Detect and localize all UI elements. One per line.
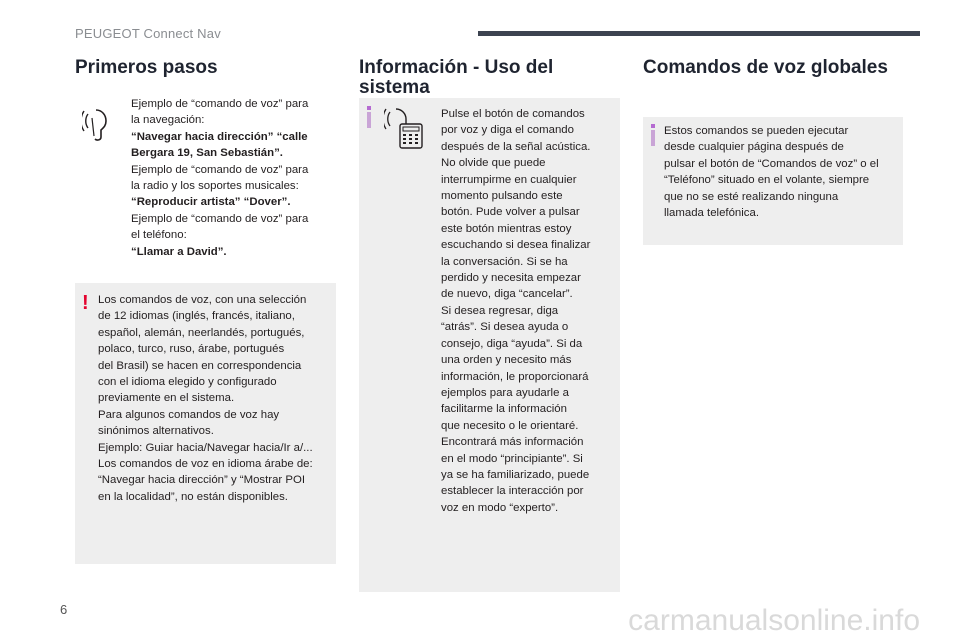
text-line: Ejemplo: Guiar hacia/Navegar hacia/Ir a/...	[98, 441, 313, 454]
info-system-text	[441, 106, 590, 516]
text-line: Ejemplo de “comando de voz” para	[131, 98, 309, 110]
text-line: este botón mientras estoy	[441, 222, 572, 235]
text-line: en el modo “principiante”. Si	[441, 452, 583, 465]
page-number: 6	[60, 602, 68, 617]
text-line: en la localidad”, no están disponibles.	[98, 490, 288, 503]
text-line: Ejemplo de “comando de voz” para	[131, 163, 309, 176]
text-line: escuchando si desea finalizar	[441, 239, 591, 252]
text-line: No olvide que puede	[441, 157, 546, 170]
text-line: “Navegar hacia dirección” y “Mostrar POI	[98, 474, 305, 487]
text-line: con el idioma elegido y configurado	[98, 376, 277, 389]
section-title-primeros-pasos: Primeros pasos	[75, 57, 218, 78]
text-line: Los comandos de voz, con una selección	[98, 294, 307, 306]
text-line: momento pulsando este	[441, 190, 563, 203]
text-line: Estos comandos se pueden ejecutar	[664, 125, 849, 137]
text-line: “Navegar hacia dirección” “calle	[131, 130, 308, 143]
text-line: información, le proporcionará	[441, 370, 589, 383]
text-line: Los comandos de voz en idioma árabe de:	[98, 458, 313, 471]
text-line: pulsar el botón de “Comandos de voz” o el	[664, 157, 879, 170]
text-line: sinónimos alternativos.	[98, 425, 214, 438]
text-line: llamada telefónica.	[664, 207, 759, 220]
text-line: de 12 idiomas (inglés, francés, italiano,	[98, 310, 295, 323]
text-line: desde cualquier página después de	[664, 141, 844, 154]
text-line: “Reproducir artista” “Dover”.	[131, 196, 291, 209]
text-line: la conversación. Si se ha	[441, 255, 568, 268]
info-icon	[367, 112, 371, 128]
text-line: perdido y necesita empezar	[441, 272, 581, 285]
text-line: “Teléfono” situado en el volante, siempre	[664, 174, 870, 187]
text-line: facilitarme la información	[441, 403, 567, 416]
text-line: el teléfono:	[131, 229, 187, 242]
text-line: botón. Pude volver a pulsar	[441, 206, 580, 219]
info-icon-dot	[367, 106, 371, 110]
text-line: “Llamar a David”.	[131, 245, 227, 258]
text-line: Si desea regresar, diga	[441, 304, 559, 317]
text-line: ya se ha familiarizado, puede	[441, 468, 590, 481]
text-line: después de la señal acústica.	[441, 140, 591, 153]
text-line: Ejemplo de “comando de voz” para	[131, 212, 309, 225]
text-line: establecer la interacción por	[441, 485, 584, 498]
warning-icon: !	[82, 292, 89, 314]
manual-header-title: PEUGEOT Connect Nav	[75, 26, 221, 41]
warning-text	[98, 292, 313, 505]
text-line: polaco, turco, ruso, árabe, portugués	[98, 343, 285, 356]
text-line: Para algunos comandos de voz hay	[98, 408, 280, 421]
watermark: carmanualsonline.info	[628, 604, 920, 637]
text-line: ejemplos para ayudarle a	[441, 386, 569, 399]
text-line: la radio y los soportes musicales:	[131, 180, 299, 193]
text-line: del Brasil) se hacen en correspondencia	[98, 359, 302, 372]
text-line: Pulse el botón de comandos	[441, 108, 585, 120]
text-line: Bergara 19, San Sebastián”.	[131, 147, 283, 160]
text-line: consejo, diga “ayuda”. Si da	[441, 337, 583, 350]
text-line: previamente en el sistema.	[98, 392, 235, 405]
section-title-comandos-globales: Comandos de voz globales	[643, 57, 888, 78]
text-line: la navegación:	[131, 114, 205, 127]
voice-keypad-icon	[384, 106, 426, 150]
text-line: que necesito o le orientaré.	[441, 419, 579, 432]
text-line: de nuevo, diga “cancelar”.	[441, 288, 573, 301]
text-line: que no se esté realizando ninguna	[664, 190, 839, 203]
text-line: una orden y necesito más	[441, 354, 572, 367]
header-divider-bar	[478, 31, 920, 36]
voice-command-examples	[131, 96, 308, 260]
text-line: por voz y diga el comando	[441, 124, 574, 137]
section-title-line-1: Información - Uso del	[359, 57, 554, 78]
info-icon	[651, 130, 655, 146]
text-line: interrumpirme en cualquier	[441, 173, 577, 186]
info-icon-dot	[651, 124, 655, 128]
text-line: Encontrará más información	[441, 436, 584, 449]
section-title-informacion	[359, 58, 553, 98]
info-global-text	[664, 123, 879, 221]
text-line: voz en modo “experto”.	[441, 501, 559, 514]
section-title-line-2: sistema	[359, 77, 430, 98]
text-line: “atrás”. Si desea ayuda o	[441, 321, 569, 334]
text-line: español, alemán, neerlandés, portugués,	[98, 326, 305, 339]
voice-command-icon	[82, 106, 116, 144]
